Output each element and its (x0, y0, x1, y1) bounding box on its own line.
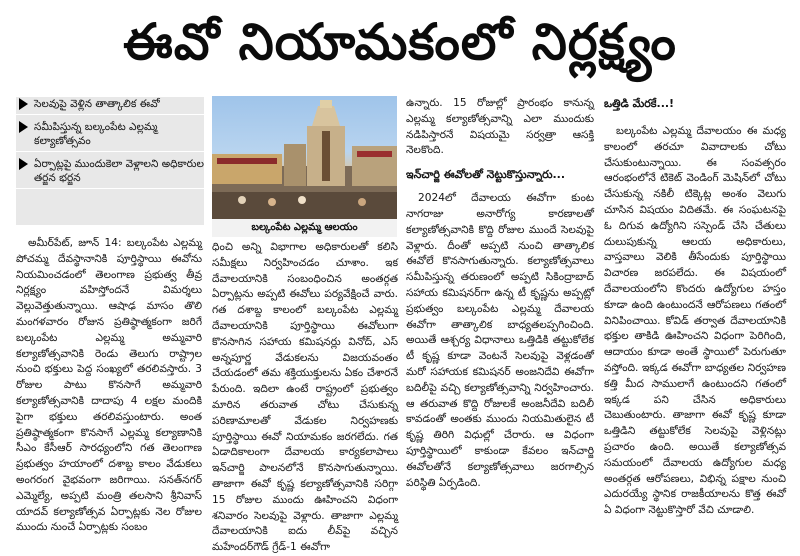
article-column-2: ధించి అన్ని విభాగాల అధికారులతో కలిసి సమీక్షలు నిర్వహించడం చూశాం. ఇక దేవాలయానికి సంబంధించిన అంతర్గత ఏర్పాట్లను అప్పటి ఈవోలు పర్యవేక్షించే వారు. గత దశాబ్ద కాలంలో బల్కంపేట ఎల్లమ్మ దేవాలయానికి పూర్తిస్థాయి ఈవోలుగా కొనసాగిన సహాయ కమిషనర్లు వినోద్‌, ఎస్‌ అన్నపూర్ణ వేడుకలను విజయవంతం చేయడంలో తమ శక్తియుక్తులను ఏకం చేశారనే పేరుంది. ఇదిలా ఉంటే రాష్ట్రంలో ప్రభుత్వం మారిన తరువాత చోటు చేసుకున్న పరిణామాలతో వేడుకల నిర్వహణకు పూర్తిస్థాయి ఈవో నియామకం జరగలేదు. గత ఏడాదికాలంగా దేవాలయ కార్యకలాపాలు ఇన్‌చార్జి పాలనలోనే కొనసాగుతున్నాయి. తాజాగా ఈవో కృష్ణ కల్యాణోత్సవానికి సరిగ్గా 15 రోజుల ముందు ఊహించని విధంగా శనివారం సెలవుపై వెళ్లారు. తాజాగా ఎల్లమ్మ దేవాలయానికి ఐదు లీవ్‌పై వచ్చిన మహేందర్‌గౌడ్‌ గ్రేడ్‌-1 ఈవోగా (212, 241, 398, 554)
highlight-item: సెలవుపై వెళ్లిన తాత్కాలిక ఈవో (16, 97, 204, 115)
triangle-bullet-icon (19, 98, 28, 110)
article-column-3 (406, 96, 594, 542)
temple-illustration (212, 96, 397, 220)
highlights-box (16, 97, 204, 225)
highlight-item: సమీపిస్తున్న బల్కంపేట ఎల్లమ్మ కల్యాణోత్సవం (16, 120, 204, 152)
article-column-1: అమీర్‌పేట్‌, జూన్‌ 14: బల్కంపేట ఎల్లమ్మ పోచమ్మ దేవస్థానానికి పూర్తిస్థాయి ఈవోను నియమించడంలో తెలంగాణ ప్రభుత్వ తీవ్ర నిర్లక్ష్యం వహిస్తోందనే విమర్శలు వెల్లువెత్తుతున్నాయి. ఆషాఢ మాసం తొలి మంగళవారం రోజున ప్రతిష్ఠాత్మకంగా జరిగే బల్కంపేట ఎల్లమ్మ అమ్మవారి కల్యాణోత్సవానికి రెండు తెలుగు రాష్ట్రాల నుంచి భక్తులు పెద్ద సంఖ్యలో తరలివస్తారు. 3 రోజుల పాటు కొనసాగే అమ్మవారి కల్యాణోత్సవానికి దాదాపు 4 లక్షల మందికి పైగా భక్తులు తరలివస్తుంటారు. అంత ప్రతిష్ఠాత్మకంగా కొనసాగే ఎల్లమ్మ కల్యాణానికి సీఎం కేసీఆర్‌ సారధ్యంలోని గత తెలంగాణ ప్రభుత్వం హయాంలో దశాబ్ద కాలం వేడుకలు అంగరంగ వైభవంగా జరిగాయి. సనత్‌నగర్‌ ఎమ్మెల్యే, అప్పటి మంత్రి తలసాని శ్రీనివాస్‌ యాదవ్‌ కల్యాణోత్సవ ఏర్పాట్లకు నెల రోజుల ముందు నుంచే ఏర్పాట్లకు సంబం (16, 237, 202, 534)
subheading: ఒత్తిడి మేరకే...! (604, 97, 675, 110)
temple-photo (212, 96, 397, 220)
subheading: ఇన్‌చార్జి ఈవోలతో నెట్టుకొస్తున్నారు... (406, 168, 566, 182)
highlight-item: ఏర్పాట్లపై ముందుకెలా వెళ్లాలని అధికారుల తర్జన భర్జన (16, 157, 204, 189)
photo-caption: బల్కంపేట ఎల్లమ్మ ఆలయం (212, 219, 397, 237)
column-3-intro: ఉన్నారు. 15 రోజుల్లో ప్రారంభం కానున్న ఎల్లమ్మ కల్యాణోత్సవాన్ని ఎలా ముందుకు నడిపిస్తారనే విషయమై సర్వత్రా ఆసక్తి నెలకొంది. (406, 97, 594, 157)
headline: ఈవో నియామకంలో నిర్లక్ష్యం (123, 13, 677, 71)
triangle-bullet-icon (19, 121, 28, 133)
column-4-body: బల్కంపేట ఎల్లమ్మ దేవాలయం ఈ మధ్య కాలంలో తరచూ వివాదాలకు చోటు చేసుకుంటున్నాయి. ఈ సంవత్సరం ఆరంభంలోనే టికెట్‌ వెండింగ్‌ మెషిన్‌లో చోటు చేసుకున్న నకిలీ టిక్కెట్ల అంశం వెలుగు చూసిన విషయం విదితమే. ఈ సంఘటనపై ఓ దిగువ ఉద్యోగిని సస్పెండ్‌ చేసి చేతులు దులుపుకున్న ఆలయ అధికారులు, వాస్తవాలు వెలికి తీసేందుకు పూర్తిస్థాయి విచారణ జరపలేదు. ఈ విషయంలో దేవాలయంలోని కొందరు ఉద్యోగుల హస్తం కూడా ఉంది ఉంటుందనే ఆరోపణలు గతంలో వినిపించాయి. కోవిడ్‌ తర్వాత దేవాలయానికి భక్తుల తాకిడి ఊహించని విధంగా పెరిగింది, ఆదాయం కూడా అంతే స్థాయిలో పెరుగుతూ వస్తోంది. ఇక్కడ ఈవోగా బాధ్యతల నిర్వహణ కత్తి మీద సాములాగే ఉంటుందని గతంలో ఇక్కడ పని చేసిన అధికారులు చెబుతుంటారు. తాజాగా ఈవో కృష్ణ కూడా ఒత్తిడిని తట్టుకోలేక సెలవుపై వెళ్లినట్లు ప్రచారం ఉంది. అయితే కల్యాణోత్సవ సమయంలో దేవాలయ ఉద్యోగుల మధ్య అంతర్గత ఆరోపణలు, విభిన్న పక్షాల నుంచి ఎదురయ్యే స్థానిక రాజకీయాలను కొత్త ఈవో ఏ విధంగా నెట్టుకొస్తారో వేచి చూడాలి. (604, 125, 786, 517)
article-column-4 (604, 96, 786, 542)
column-3-body: 2024లో దేవాలయ ఈవోగా కుంట నాగరాజు అనారోగ్య కారణాలతో కల్యాణోత్సవానికి కొద్ది రోజుల ముందే సెలవుపై వెళ్లారు. దీంతో అప్పటి నుంచి తాత్కాలిక ఈవోలే కొనసాగుతున్నారు. కల్యాణోత్సవాలు సమీపిస్తున్న తరుణంలో అప్పటి సికింద్రాబాద్‌ సహాయ కమిషనర్‌గా ఉన్న టీ కృష్ణను అప్పట్లో ప్రభుత్వం బల్కంపేట ఎల్లమ్మ దేవాలయ ఈవోగా తాత్కాలిక బాధ్యతలప్పగించింది. అయితే ఆశ్చర్య విధానాలు ఒత్తిడికి తట్టుకోలేక టీ కృష్ణ కూడా వెంటనే సెలవుపై వెళ్లడంతో మరో సహాయక కమిషనర్‌ అంజనిదేవి ఈవోగా బదిలీపై వచ్చి కల్యాణోత్సవాన్ని నిర్వహించారు. ఆ తరువాత కొద్ది రోజులకే అంజనీదేవి బదిలీ కావడంతో అంతకు ముందు నియమితులైన టీ కృష్ణ తిరిగి విధుల్లో చేరారు. ఆ విధంగా పూర్తిస్థాయిలో కాకుండా కేవలం ఇన్‌చార్జి ఈవోలతోనే కల్యాణోత్సవాలు జరగాల్సిన పరిస్థితి ఏర్పడింది. (406, 192, 594, 489)
triangle-bullet-icon (19, 158, 28, 170)
